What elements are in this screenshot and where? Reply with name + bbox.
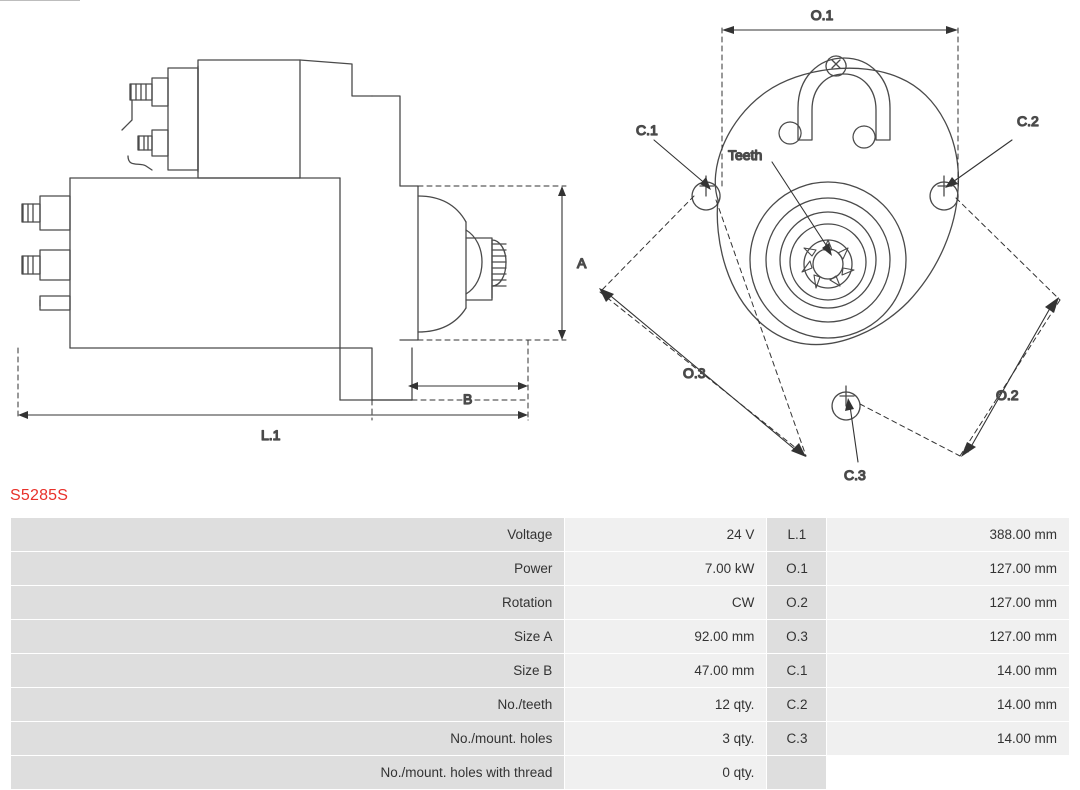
spec-value: CW: [565, 586, 767, 620]
dimension-label: C.2: [767, 688, 827, 722]
spec-value: 12 qty.: [565, 688, 767, 722]
table-row: [11, 586, 1070, 620]
dimension-value: 127.00 mm: [827, 586, 1070, 620]
dimension-guides: [18, 186, 566, 420]
spec-value: 0 qty.: [565, 756, 767, 790]
table-row: [11, 620, 1070, 654]
part-number: S5285S: [10, 487, 69, 504]
label-size-a: A: [577, 255, 587, 271]
dimension-value: 127.00 mm: [827, 620, 1070, 654]
dimension-label: L.1: [767, 518, 827, 552]
front-dimension-guides: [600, 28, 1060, 456]
dimension-value: 14.00 mm: [827, 722, 1070, 756]
dimension-value: 127.00 mm: [827, 552, 1070, 586]
dimension-label: O.3: [767, 620, 827, 654]
spec-label: No./teeth: [11, 688, 565, 722]
starter-side-view: [22, 60, 506, 400]
spec-value: 47.00 mm: [565, 654, 767, 688]
spec-value: 92.00 mm: [565, 620, 767, 654]
label-c3: C.3: [844, 467, 866, 483]
label-length-l1: L.1: [261, 427, 281, 443]
starter-front-view: [692, 56, 958, 420]
table-row: [11, 654, 1070, 688]
dimension-arrows: [18, 186, 566, 419]
label-c1: C.1: [636, 122, 658, 138]
table-row: [11, 722, 1070, 756]
spec-label: No./mount. holes: [11, 722, 565, 756]
specifications-table: [10, 517, 1070, 790]
empty-dimension-label: [767, 756, 827, 790]
dimension-value: 14.00 mm: [827, 688, 1070, 722]
table-row: [11, 688, 1070, 722]
spec-value: 7.00 kW: [565, 552, 767, 586]
label-o1: O.1: [810, 7, 834, 23]
table-row: [11, 518, 1070, 552]
dimension-label: C.3: [767, 722, 827, 756]
spec-label: Rotation: [11, 586, 565, 620]
label-o3: O.3: [683, 365, 706, 381]
label-o2: O.2: [996, 387, 1019, 403]
label-c2: C.2: [1017, 113, 1039, 129]
spec-label: No./mount. holes with thread: [11, 756, 565, 790]
dimension-value: 388.00 mm: [827, 518, 1070, 552]
spec-label: Size A: [11, 620, 565, 654]
dimension-label: O.1: [767, 552, 827, 586]
table-row: [11, 552, 1070, 586]
spec-label: Voltage: [11, 518, 565, 552]
table-row: [11, 756, 1070, 790]
dimension-label: C.1: [767, 654, 827, 688]
spec-value: 24 V: [565, 518, 767, 552]
dimension-value: 14.00 mm: [827, 654, 1070, 688]
label-size-b: B: [463, 391, 473, 407]
spec-label: Size B: [11, 654, 565, 688]
spec-value: 3 qty.: [565, 722, 767, 756]
dimension-label: O.2: [767, 586, 827, 620]
front-dimension-arrows: [599, 26, 1059, 462]
empty-dimension-value: [827, 756, 1070, 790]
spec-label: Power: [11, 552, 565, 586]
label-teeth: Teeth: [728, 147, 763, 163]
